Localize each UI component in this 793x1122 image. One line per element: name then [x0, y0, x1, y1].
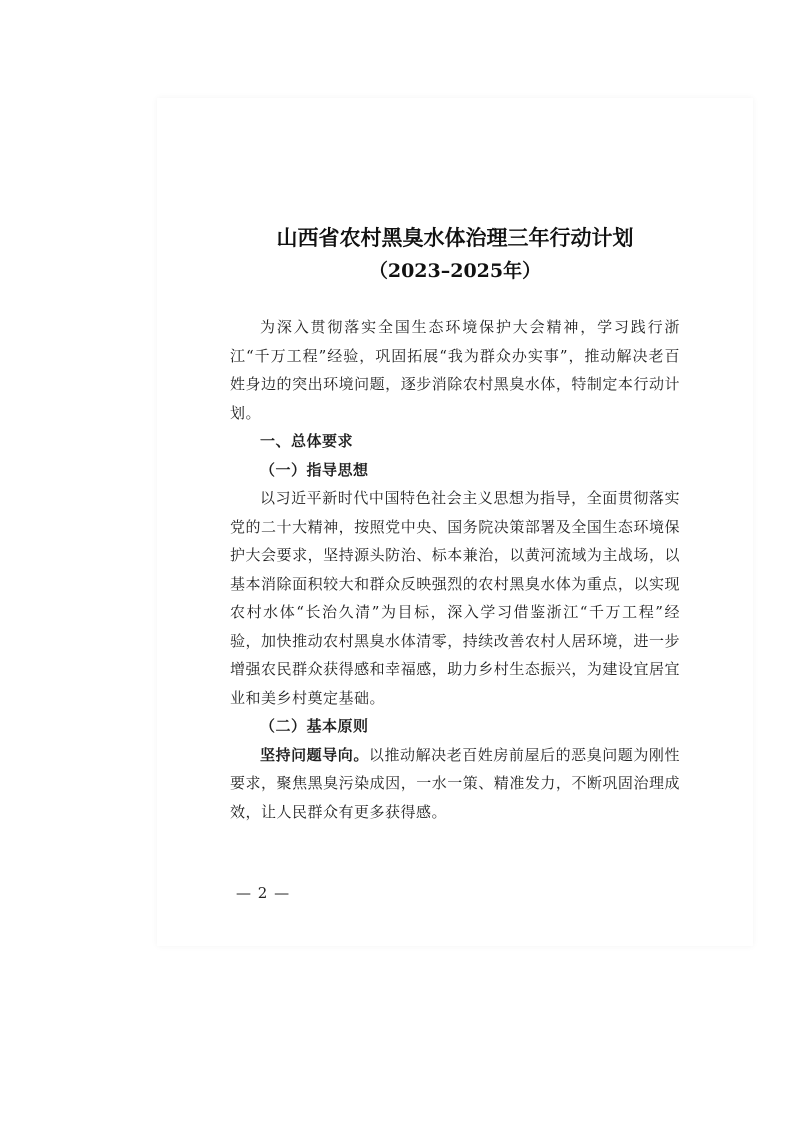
document-subtitle: （2023–2025年） [368, 260, 542, 282]
document-body [230, 313, 680, 826]
subsection-heading-basic-principles: （二）基本原则 [260, 717, 369, 735]
principle-lead: 坚持问题导向。 [260, 745, 369, 764]
page-number: — 2 — [236, 884, 291, 902]
intro-paragraph: 为深入贯彻落实全国生态环境保护大会精神，学习践行浙江“千万工程”经验，巩固拓展“我为群众办实事”，推动解决老百姓身边的突出环境问题，逐步消除农村黑臭水体，特制定本行动计划。 [230, 318, 680, 422]
document-title: 山西省农村黑臭水体治理三年行动计划 [276, 225, 634, 250]
principle-text: 以推动解决老百姓房前屋后的恶臭问题为刚性要求，聚焦黑臭污染成因，一水一策、精准发力，不断巩固治理成效，让人民群众有更多获得感。 [230, 745, 680, 821]
principle-paragraph [230, 741, 680, 827]
subsection-heading-guiding-ideology: （一）指导思想 [260, 460, 369, 479]
section-heading-general-requirements: 一、总体要求 [260, 432, 354, 450]
guiding-ideology-paragraph: 以习近平新时代中国特色社会主义思想为指导，全面贯彻落实党的二十大精神，按照党中央、国务院决策部署及全国生态环境保护大会要求，坚持源头防治、标本兼治，以黄河流域为主战场，以基本消除面积较大和群众反映强烈的农村黑臭水体为重点，以实现农村水体“长治久清”为目标，深入学习借鉴浙江“千万工程”经验，加快推动农村黑臭水体清零，持续改善农村人居环境，进一步增强农民群众获得感和幸福感，助力乡村生态振兴，为建设宜居宜业和美乡村奠定基础。 [230, 489, 680, 707]
